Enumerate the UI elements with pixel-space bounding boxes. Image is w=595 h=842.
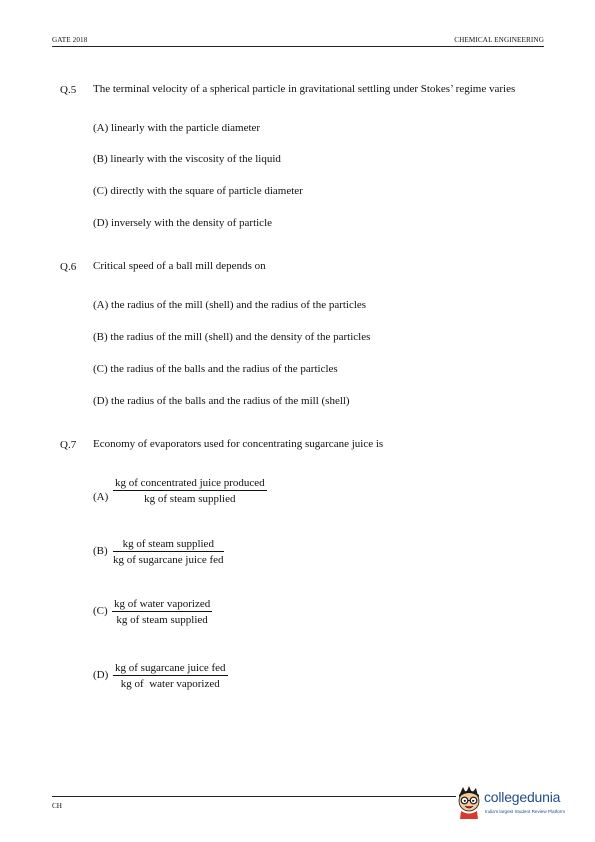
option-d: (D) inversely with the density of particle	[93, 217, 273, 229]
question-text: The terminal velocity of a spherical particle in gravitational settling under Stokes’ regime varies	[93, 83, 516, 95]
logo-wordmark: collegedunia	[484, 789, 561, 805]
option-a-fraction	[113, 477, 267, 505]
question-text: Economy of evaporators used for concentrating sugarcane juice is	[93, 438, 384, 450]
option-a: (A) linearly with the particle diameter	[93, 122, 261, 134]
fraction-denominator: kg of sugarcane juice fed	[113, 554, 224, 566]
fraction-numerator: kg of water vaporized	[114, 598, 211, 610]
footer-divider	[52, 796, 456, 797]
logo-tagline: India's largest Student Review Platform	[485, 809, 566, 814]
fraction-numerator: kg of sugarcane juice fed	[115, 662, 226, 674]
student-mascot-icon	[454, 785, 484, 819]
option-b-fraction	[113, 538, 224, 566]
option-d: (D) the radius of the balls and the radius of the mill (shell)	[93, 395, 350, 407]
header-exam-name: GATE 2018	[52, 36, 88, 44]
question-number: Q.7	[60, 439, 77, 451]
header-divider	[52, 46, 544, 47]
option-c-label: (C)	[93, 605, 108, 617]
option-d-fraction	[113, 662, 228, 690]
option-c: (C) the radius of the balls and the radius of the particles	[93, 363, 338, 375]
option-b-label: (B)	[93, 545, 108, 557]
footer-paper-code: CH	[52, 802, 62, 810]
header-subject: CHEMICAL ENGINEERING	[454, 36, 544, 44]
question-number: Q.6	[60, 261, 77, 273]
option-b: (B) the radius of the mill (shell) and the density of the particles	[93, 331, 371, 343]
option-c: (C) directly with the square of particle diameter	[93, 185, 303, 197]
fraction-numerator: kg of concentrated juice produced	[115, 477, 265, 489]
fraction-denominator: kg of water vaporized	[120, 678, 220, 690]
question-text: Critical speed of a ball mill depends on	[93, 260, 266, 272]
option-c-fraction	[112, 598, 212, 626]
option-a-label: (A)	[93, 491, 109, 503]
collegedunia-logo	[454, 782, 586, 822]
option-d-label: (D)	[93, 669, 109, 681]
fraction-denominator: kg of steam supplied	[144, 493, 236, 505]
fraction-numerator: kg of steam supplied	[113, 538, 224, 552]
question-number: Q.5	[60, 84, 77, 96]
fraction-denominator: kg of steam supplied	[116, 614, 208, 626]
option-a: (A) the radius of the mill (shell) and the radius of the particles	[93, 299, 367, 311]
option-b: (B) linearly with the viscosity of the liquid	[93, 153, 281, 165]
